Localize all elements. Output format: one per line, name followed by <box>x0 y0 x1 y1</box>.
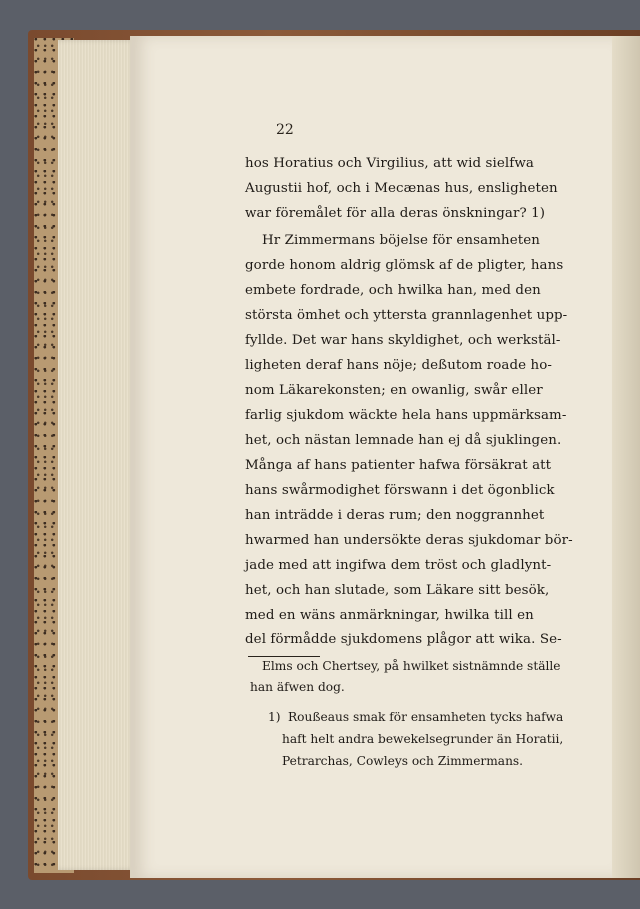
body-line: hans swårmodighet förswann i det ögonblick <box>245 483 555 498</box>
body-line: jade med att ingifwa dem tröst och gladlynt- <box>245 558 552 573</box>
body-line: största ömhet och yttersta grannlagenhet upp- <box>245 308 568 323</box>
body-line: Många af hans patienter hafwa försäkrat att <box>245 458 552 473</box>
body-line: war föremålet för alla deras önskningar? 1) <box>245 206 546 221</box>
body-line: med en wäns anmärkningar, hwilka till en <box>245 608 534 623</box>
body-line: het, och nästan lemnade han ej då sjuklingen. <box>245 433 562 448</box>
footnote-line: Roußeaus smak för ensamheten tycks hafwa <box>288 710 564 724</box>
page-number: 22 <box>276 122 294 138</box>
page-edges <box>58 40 138 870</box>
body-line: ligheten deraf hans nöje; deßutom roade ho- <box>245 358 553 373</box>
body-line: hos Horatius och Virgilius, att wid sielfwa <box>245 156 534 171</box>
body-line: fyllde. Det war hans skyldighet, och werkstäl- <box>245 333 561 348</box>
body-line: hwarmed han undersökte deras sjukdomar bör- <box>245 533 573 548</box>
footnote-line: haft helt andra bewekelsegrunder än Horatii, <box>282 732 564 746</box>
body-line: nom Läkarekonsten; en owanlig, swår eller <box>245 383 543 398</box>
footnote-line: han äfwen dog. <box>250 680 345 694</box>
body-line: Hr Zimmermans böjelse för ensamheten <box>262 233 540 248</box>
body-line: embete fordrade, och hwilka han, med den <box>245 283 541 298</box>
footnote-rule <box>248 656 320 657</box>
body-line: Augustii hof, och i Mecænas hus, ensligheten <box>245 181 558 196</box>
body-line: han inträdde i deras rum; den noggrannhet <box>245 508 545 523</box>
footnote-line: Elms och Chertsey, på hwilket sistnämnde ställe <box>262 659 561 673</box>
body-line: farlig sjukdom wäckte hela hans uppmärksam- <box>245 408 567 423</box>
body-line: het, och han slutade, som Läkare sitt besök, <box>245 583 550 598</box>
facing-page-edge <box>612 36 640 878</box>
footnote-marker: 1) <box>268 710 281 724</box>
footnote-line: Petrarchas, Cowleys och Zimmermans. <box>282 754 524 768</box>
body-line: del förmådde sjukdomens plågor att wika. Se- <box>245 632 562 647</box>
body-line: gorde honom aldrig glömsk af de pligter, hans <box>245 258 564 273</box>
